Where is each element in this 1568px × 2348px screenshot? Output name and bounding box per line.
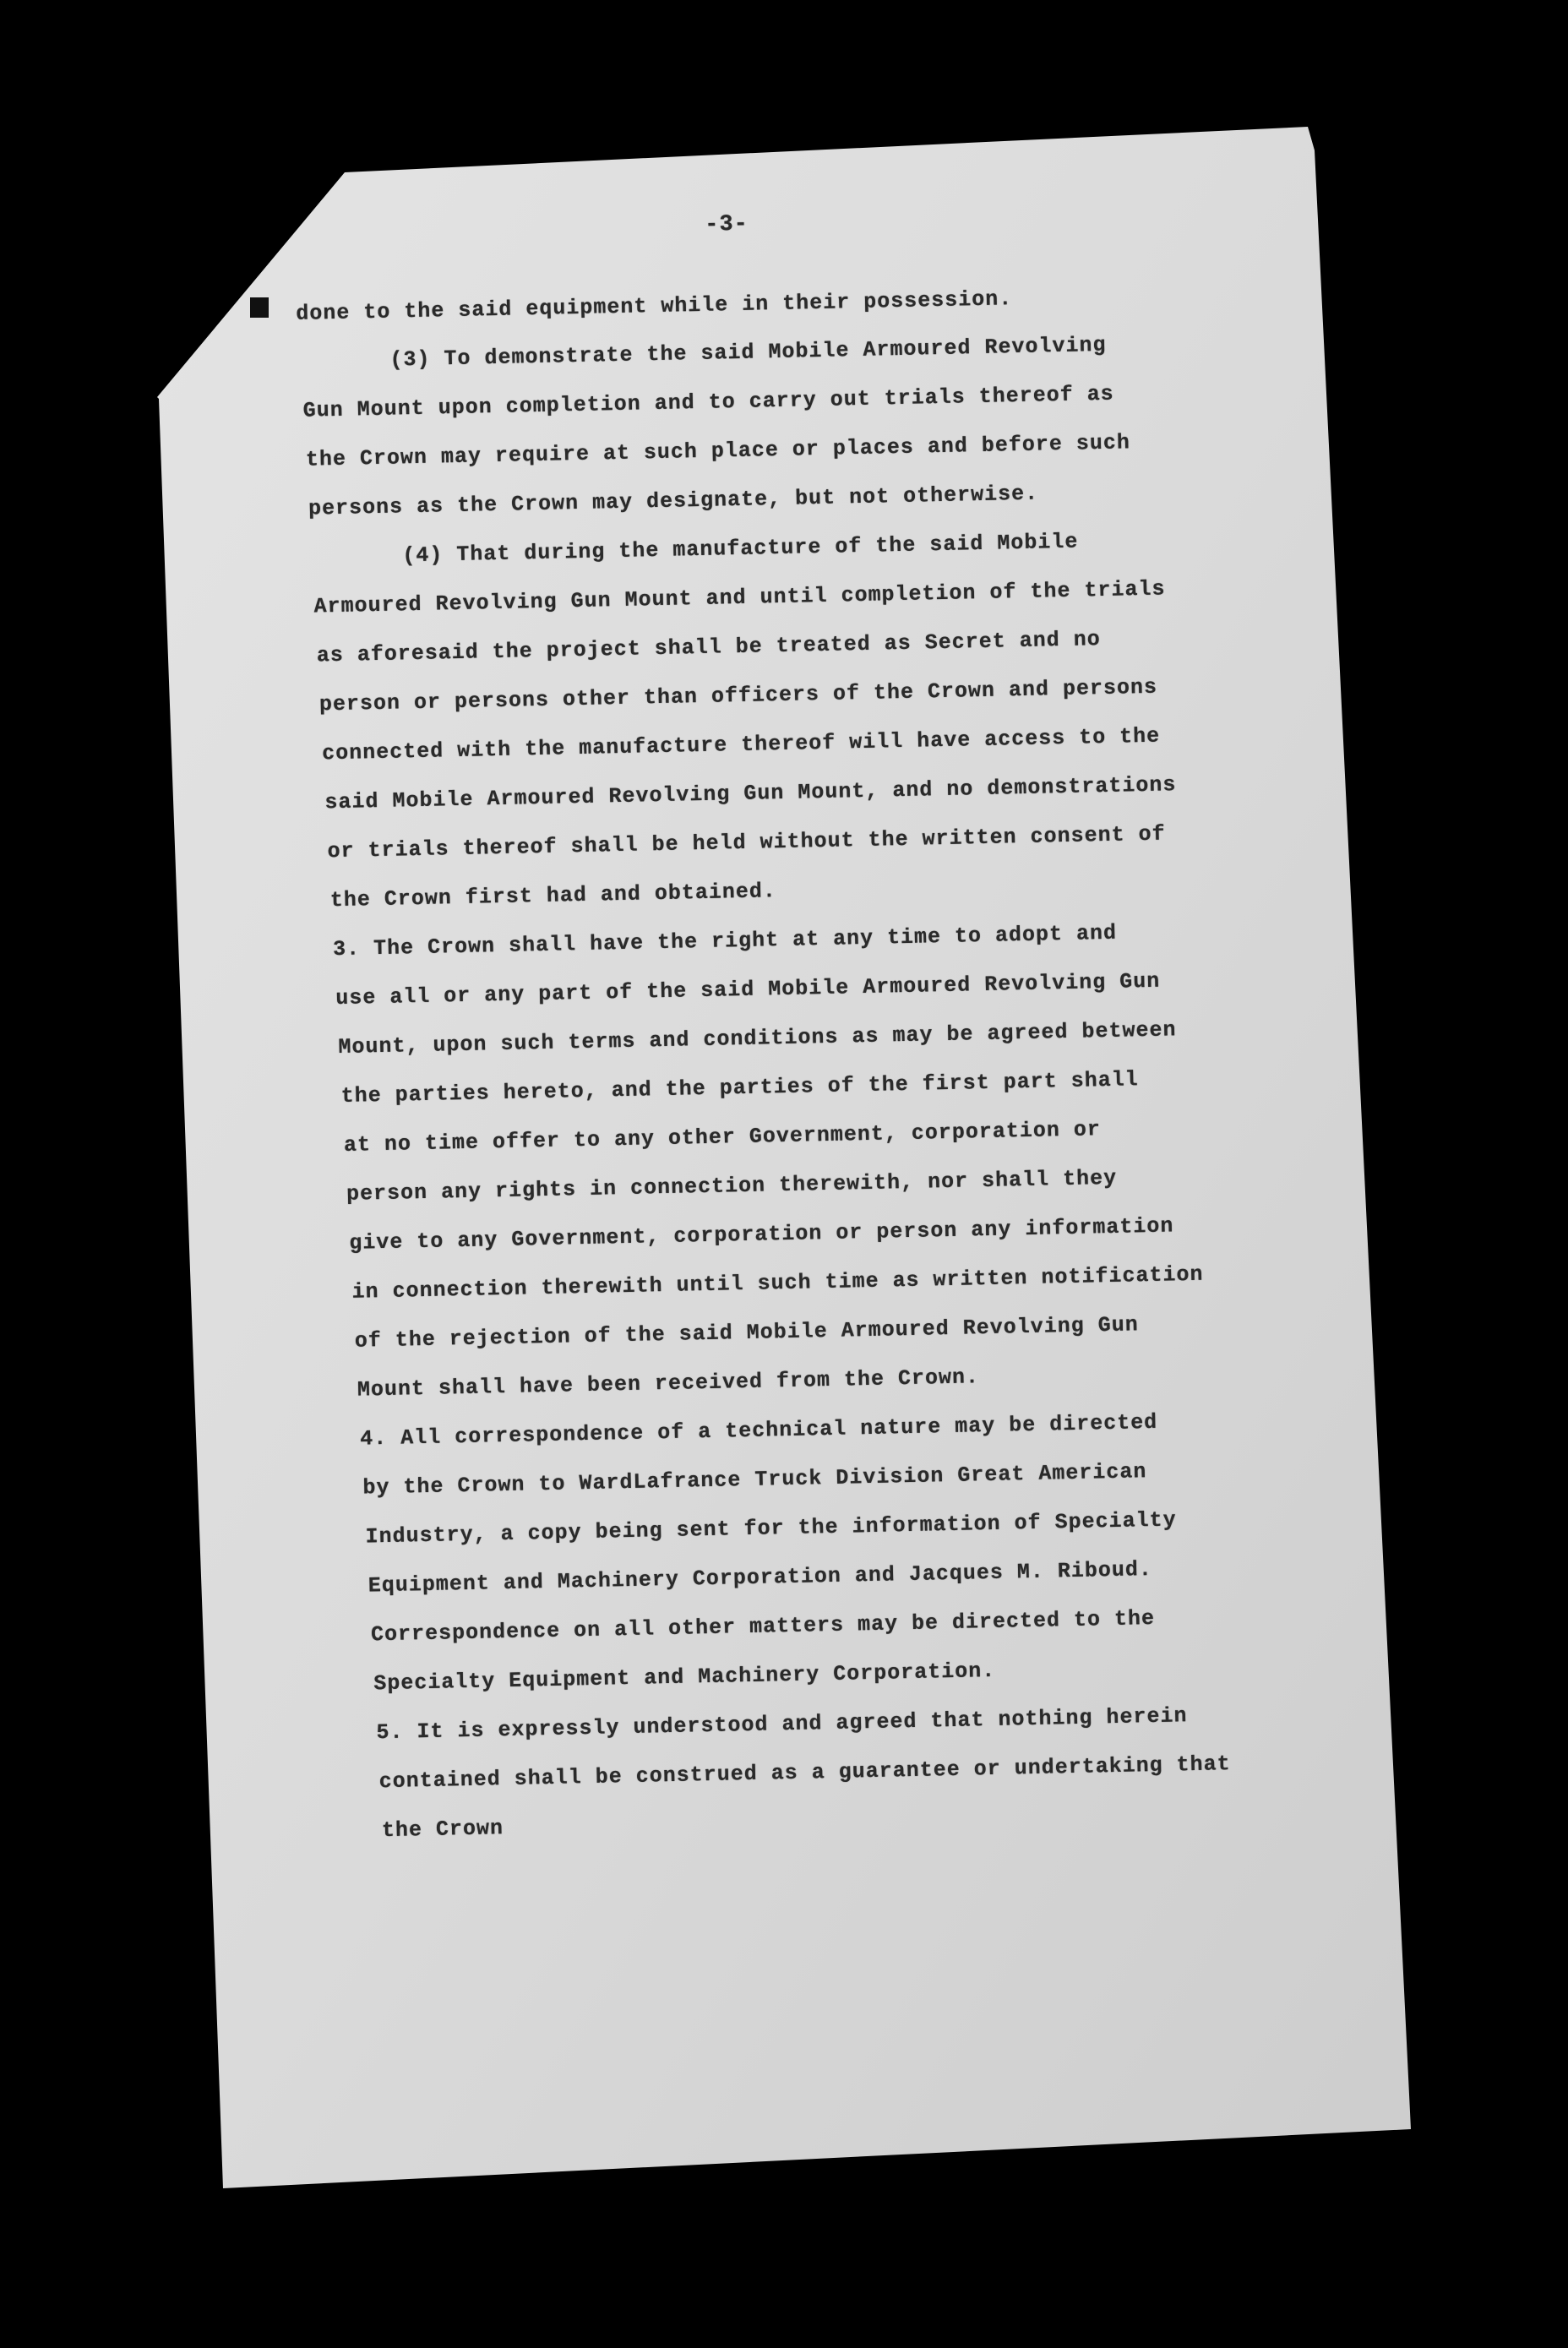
text-line: 4. All correspondence of a technical nature may be directed [359, 1409, 1158, 1452]
text-line: Gun Mount upon completion and to carry out trials thereof as [302, 381, 1114, 423]
text-line: (3) To demonstrate the said Mobile Armoured Revolving [389, 332, 1107, 373]
text-line: Specialty Equipment and Machinery Corporation. [373, 1658, 996, 1697]
text-line: give to any Government, corporation or person any information [349, 1213, 1174, 1256]
text-line: the Crown may require at such place or places and before such [305, 430, 1131, 472]
text-line: person or persons other than officers of the Crown and persons [318, 674, 1158, 717]
text-line: 5. It is expressly understood and agreed that nothing herein [376, 1703, 1188, 1746]
text-line: Equipment and Machinery Corporation and Jacques M. Riboud. [368, 1557, 1153, 1599]
text-line: Mount, upon such terms and conditions as may be agreed between [338, 1017, 1177, 1060]
text-line: 3. The Crown shall have the right at any time to adopt and [332, 920, 1118, 962]
text-line: or trials thereof shall be held without the written consent of [327, 821, 1166, 864]
text-line: Armoured Revolving Gun Mount and until completion of the trials [313, 576, 1166, 619]
text-line: Correspondence on all other matters may be directed to the [370, 1605, 1156, 1648]
text-line: in connection therewith until such time as written notification [351, 1261, 1204, 1305]
text-line: as aforesaid the project shall be treated as Secret and no [316, 627, 1102, 668]
text-line: person any rights in connection therewith, nor shall they [346, 1165, 1118, 1207]
text-line: persons as the Crown may designate, but not otherwise. [308, 481, 1039, 521]
text-line: Mount shall have been received from the Crown. [357, 1365, 980, 1403]
text-line: contained shall be construed as a guarantee or undertaking that [378, 1751, 1231, 1795]
text-line: the Crown [381, 1816, 504, 1844]
text-line: done to the said equipment while in their possession. [296, 286, 1013, 326]
text-line: said Mobile Armoured Revolving Gun Mount, and no demonstrations [324, 772, 1177, 815]
page-number: -3- [704, 211, 749, 238]
text-line: the Crown first had and obtained. [329, 879, 777, 913]
text-line: at no time offer to any other Government, corporation or [343, 1117, 1102, 1158]
text-line: Industry, a copy being sent for the information of Specialty [365, 1507, 1177, 1550]
text-line: by the Crown to WardLafrance Truck Division Great American [362, 1459, 1147, 1501]
text-line: of the rejection of the said Mobile Armoured Revolving Gun [354, 1312, 1140, 1354]
text-line: (4) That during the manufacture of the said Mobile [402, 529, 1079, 569]
text-line: connected with the manufacture thereof will have access to the [321, 723, 1161, 766]
text-line: use all or any part of the said Mobile Armoured Revolving Gun [335, 968, 1161, 1011]
text-line: the parties hereto, and the parties of the first part shall [340, 1067, 1139, 1109]
